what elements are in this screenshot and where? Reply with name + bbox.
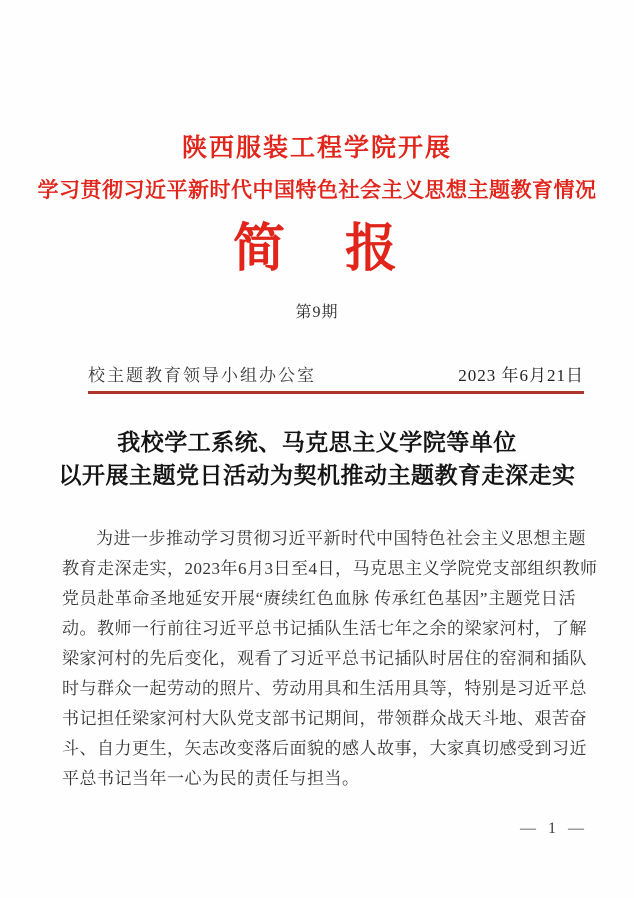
issue-info-row [88,364,584,388]
article-headline-line2: 以开展主题党日活动为契机推动主题教育走深走实 [58,462,576,488]
body-line: 书记担任梁家河村大队党支部书记期间，带领群众战天斗地、艰苦奋 [62,709,587,728]
body-line: 教育走深走实，2023年6月3日至4日，马克思主义学院党支部组织教师 [62,559,598,578]
issue-number: 第9期 [295,304,339,321]
red-divider-rule [88,391,584,394]
organization-title: 陕西服装工程学院开展 [181,134,452,162]
bulletin-masthead: 简 报 [232,220,401,278]
issue-date: 2023 年6月21日 [458,366,584,385]
body-line: 党员赴革命圣地延安开展“赓续红色血脉 传承红色基因”主题党日活 [62,589,576,608]
body-line: 梁家河村的先后变化，观看了习近平总书记插队时居住的窑洞和插队 [62,649,587,668]
body-line: 为进一步推动学习贯彻习近平新时代中国特色社会主义思想主题 [96,529,586,548]
issuing-office: 校主题教育领导小组办公室 [88,366,316,385]
body-line: 动。教师一行前往习近平总书记插队生活七年之余的梁家河村，了解 [62,619,587,638]
article-body [62,524,598,794]
body-line: 平总书记当年一心为民的责任与担当。 [62,769,360,788]
page-number: — 1 — [520,820,588,837]
body-line: 斗、自力更生，矢志改变落后面貌的感人故事，大家真切感受到习近 [62,739,587,758]
body-line: 时与群众一起劳动的照片、劳动用具和生活用具等，特别是习近平总 [62,679,587,698]
article-headline [0,426,634,492]
theme-education-subtitle: 学习贯彻习近平新时代中国特色社会主义思想主题教育情况 [37,179,597,202]
article-headline-line1: 我校学工系统、马克思主义学院等单位 [117,429,517,455]
